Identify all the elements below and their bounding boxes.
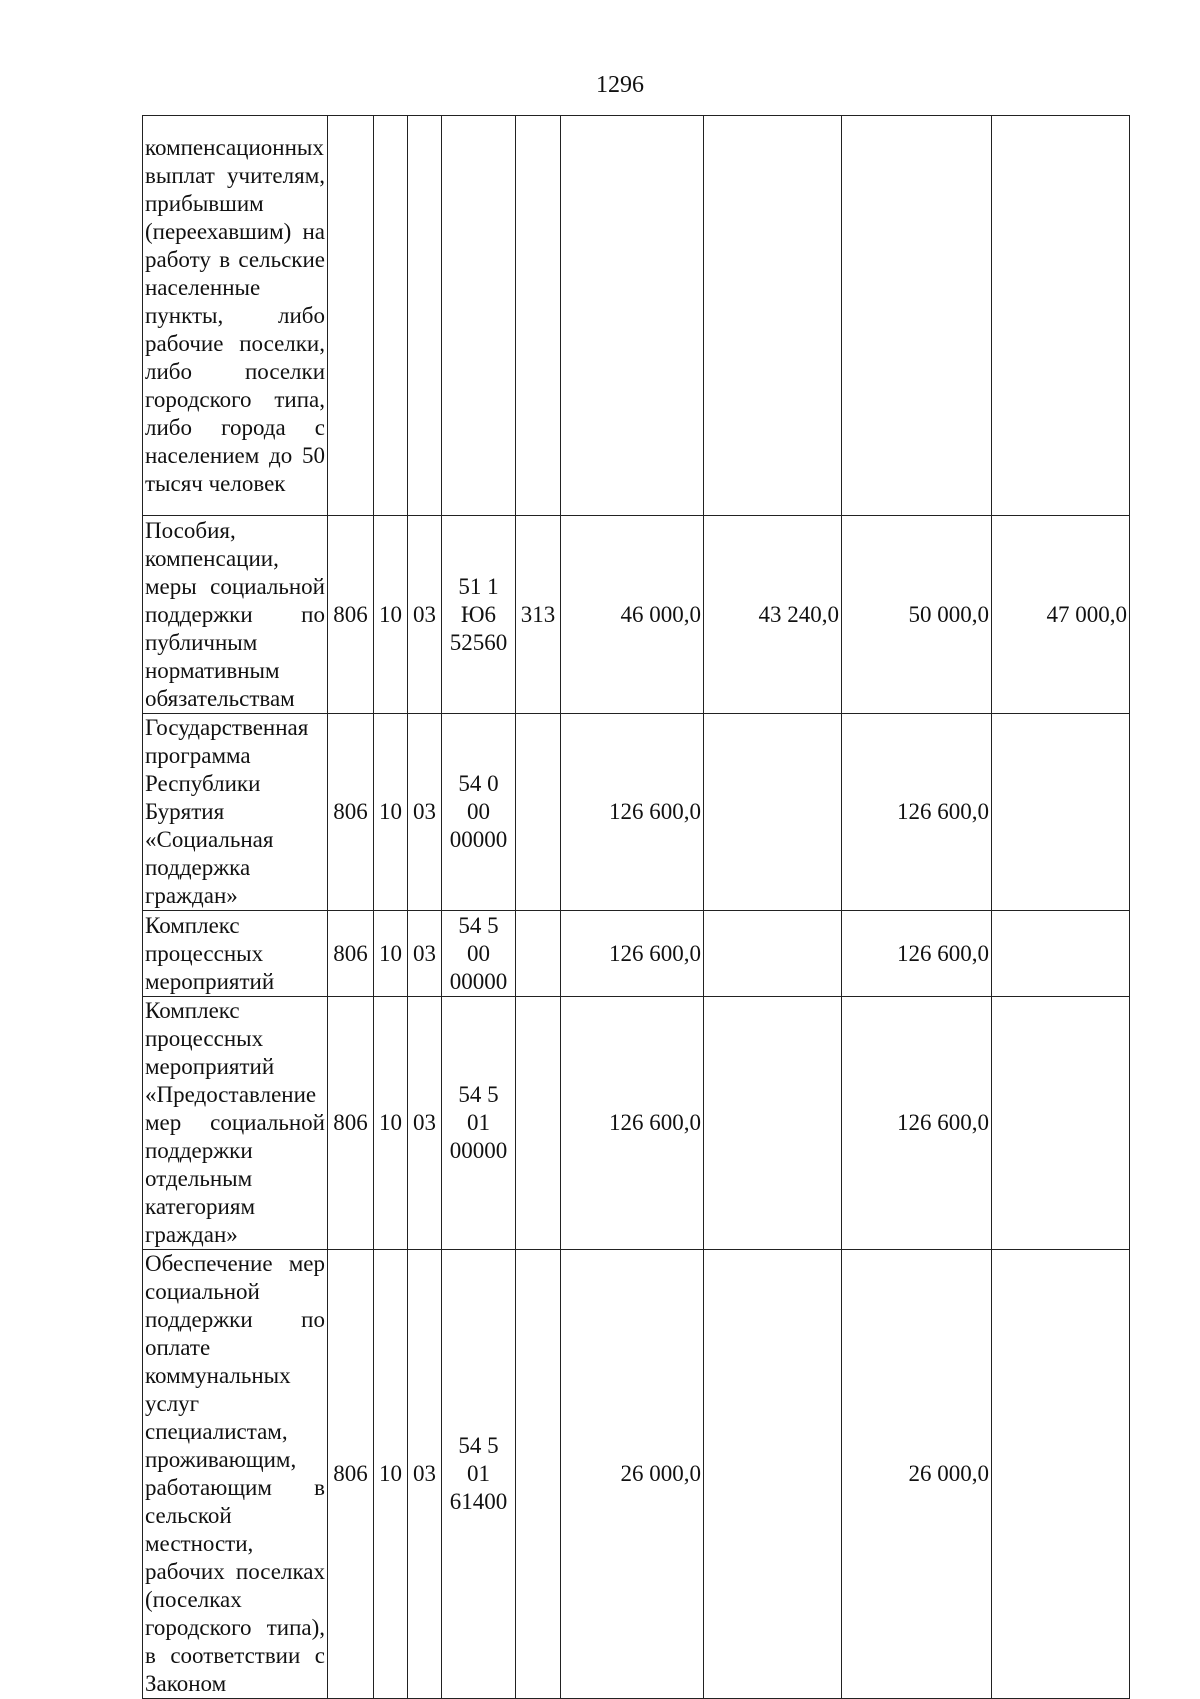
amount-3: 126 600,0 <box>842 911 992 997</box>
amount-2 <box>704 1250 842 1699</box>
expense-type-code <box>516 714 561 911</box>
table-row <box>143 116 1130 516</box>
section-code <box>374 116 408 516</box>
amount-2 <box>704 911 842 997</box>
page-number: 1296 <box>596 72 644 98</box>
section-code: 10 <box>374 516 408 714</box>
row-name: Государственная программа Республики Бурятия «Социальная поддержка граждан» <box>143 714 328 911</box>
table-row <box>143 911 1130 997</box>
amount-4 <box>992 997 1130 1250</box>
subsection-code <box>408 116 442 516</box>
amount-4 <box>992 714 1130 911</box>
amount-4 <box>992 911 1130 997</box>
row-name: Пособия, компенсации, меры социальной поддержки по публичным нормативным обязательствам <box>143 516 328 714</box>
table-row <box>143 714 1130 911</box>
row-name: Комплекс процессных мероприятий «Предоставление мер социальной поддержки отдельным категориям граждан» <box>143 997 328 1250</box>
row-name: компенсационных выплат учителям, прибывшим (переехавшим) на работу в сельские населенные пункты, либо рабочие поселки, либо поселки городского типа, либо города с населением до 50 тысяч человек <box>143 116 328 516</box>
table-row <box>143 1250 1130 1699</box>
table-row <box>143 516 1130 714</box>
subsection-code: 03 <box>408 516 442 714</box>
target-article-code <box>442 116 516 516</box>
amount-3: 126 600,0 <box>842 714 992 911</box>
table-row <box>143 997 1130 1250</box>
target-article-code: 54 5 01 00000 <box>442 997 516 1250</box>
section-code: 10 <box>374 714 408 911</box>
expense-type-code <box>516 116 561 516</box>
amount-3: 26 000,0 <box>842 1250 992 1699</box>
row-name: Комплекс процессных мероприятий <box>143 911 328 997</box>
target-article-code: 54 5 01 61400 <box>442 1250 516 1699</box>
ved-code: 806 <box>328 1250 374 1699</box>
ved-code: 806 <box>328 714 374 911</box>
amount-2 <box>704 997 842 1250</box>
expense-type-code: 313 <box>516 516 561 714</box>
amount-2: 43 240,0 <box>704 516 842 714</box>
ved-code: 806 <box>328 911 374 997</box>
subsection-code: 03 <box>408 714 442 911</box>
ved-code: 806 <box>328 516 374 714</box>
expense-type-code <box>516 1250 561 1699</box>
amount-3: 126 600,0 <box>842 997 992 1250</box>
subsection-code: 03 <box>408 997 442 1250</box>
target-article-code: 54 0 00 00000 <box>442 714 516 911</box>
amount-2 <box>704 116 842 516</box>
row-name: Обеспечение мер социальной поддержки по оплате коммунальных услуг специалистам, проживающим, работающим в сельской местности, рабочих поселках (поселках городского типа), в соответствии с Законом <box>143 1250 328 1699</box>
ved-code <box>328 116 374 516</box>
amount-1: 26 000,0 <box>561 1250 704 1699</box>
amount-1 <box>561 116 704 516</box>
subsection-code: 03 <box>408 1250 442 1699</box>
ved-code: 806 <box>328 997 374 1250</box>
amount-1: 126 600,0 <box>561 997 704 1250</box>
section-code: 10 <box>374 997 408 1250</box>
target-article-code: 54 5 00 00000 <box>442 911 516 997</box>
expense-type-code <box>516 911 561 997</box>
amount-1: 46 000,0 <box>561 516 704 714</box>
target-article-code: 51 1 Ю6 52560 <box>442 516 516 714</box>
section-code: 10 <box>374 1250 408 1699</box>
section-code: 10 <box>374 911 408 997</box>
amount-4 <box>992 116 1130 516</box>
budget-table <box>142 115 1130 1699</box>
amount-1: 126 600,0 <box>561 911 704 997</box>
subsection-code: 03 <box>408 911 442 997</box>
amount-2 <box>704 714 842 911</box>
expense-type-code <box>516 997 561 1250</box>
amount-3: 50 000,0 <box>842 516 992 714</box>
amount-4: 47 000,0 <box>992 516 1130 714</box>
amount-3 <box>842 116 992 516</box>
amount-1: 126 600,0 <box>561 714 704 911</box>
amount-4 <box>992 1250 1130 1699</box>
